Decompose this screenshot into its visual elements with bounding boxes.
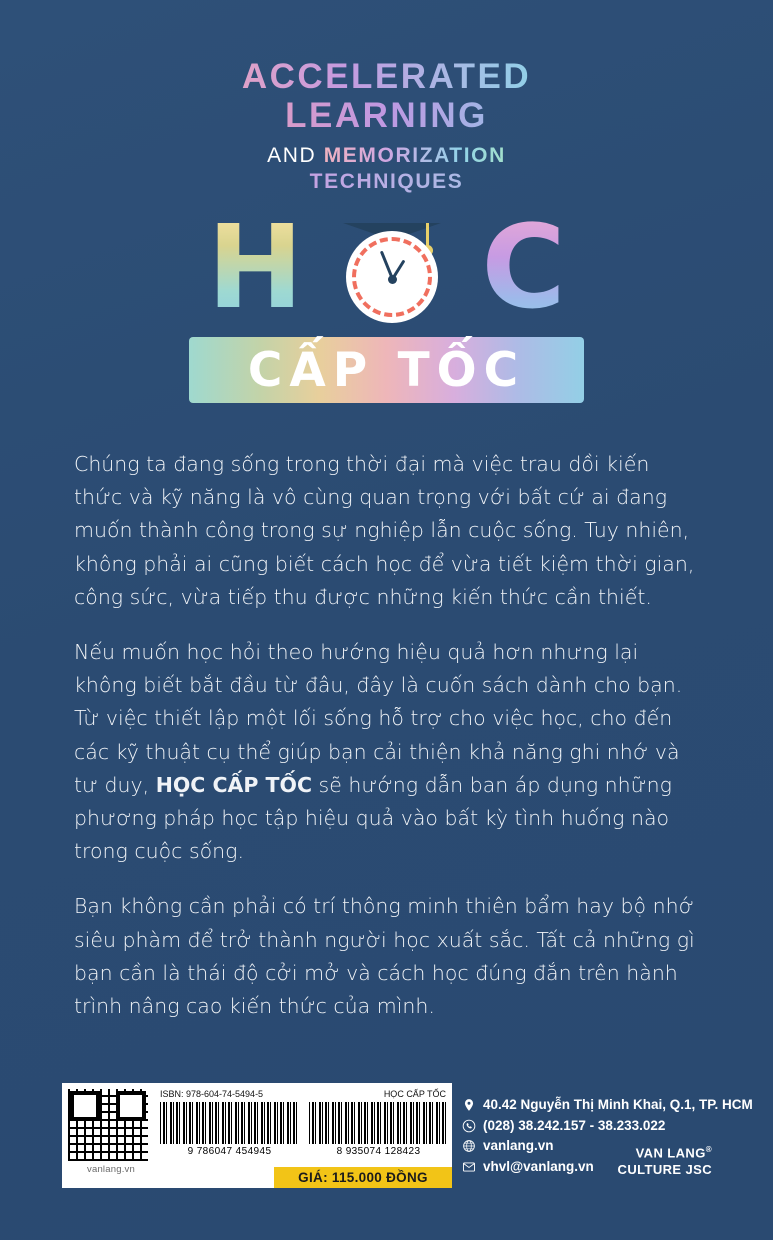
blurb-book-title: HỌC CẤP TỐC xyxy=(155,772,312,797)
barcode-header xyxy=(158,1089,452,1099)
publisher-logo xyxy=(618,1145,712,1178)
barcode-icon xyxy=(160,1102,299,1144)
wordmark-letter-h: H xyxy=(207,200,304,335)
book-title-short: HỌC CẤP TỐC xyxy=(383,1089,446,1099)
registered-mark: ® xyxy=(705,1145,712,1154)
isbn-label: ISBN: 978-604-74-5494-5 xyxy=(160,1089,264,1099)
wordmark-letter-c: C xyxy=(481,200,566,335)
barcode-left-number: 9 786047 454945 xyxy=(187,1146,272,1157)
globe-icon xyxy=(462,1139,476,1153)
english-title-line2: LEARNING xyxy=(0,96,773,135)
contact-phone-line xyxy=(462,1116,753,1137)
contact-address: 40.42 Nguyễn Thị Minh Khai, Q.1, TP. HCM xyxy=(483,1097,753,1112)
blurb-paragraph-3: Bạn không cần phải có trí thông minh thiên bẩm hay bộ nhớ siêu phàm để trở thành người học xuất sắc. Tất cả những gì bạn cần là thái độ cởi mở và cách học đúng đắn trên hành trình nâng cao kiến thức của mình. xyxy=(74,894,695,1019)
blurb-paragraph-2 xyxy=(74,636,702,868)
cover-title-block xyxy=(0,58,773,403)
publisher-name-text: VAN LANG xyxy=(635,1145,706,1161)
back-cover-blurb xyxy=(74,448,702,1045)
qr-caption: vanlang.vn xyxy=(87,1164,135,1175)
barcode-right-number: 8 935074 128423 xyxy=(336,1146,421,1157)
english-subtitle-memorization: MEMORIZATION xyxy=(323,143,506,167)
publisher-name-line2: CULTURE JSC xyxy=(617,1161,712,1177)
footer xyxy=(62,1083,753,1193)
subtitle-band xyxy=(189,337,584,403)
barcode-right xyxy=(309,1102,448,1157)
qr-code-icon[interactable] xyxy=(68,1089,148,1161)
qr-code-block xyxy=(62,1083,158,1188)
barcodes-row xyxy=(158,1099,452,1157)
publisher-name-line1 xyxy=(618,1145,712,1162)
contact-email: vhvl@vanlang.vn xyxy=(483,1158,594,1174)
barcode-icon xyxy=(309,1102,448,1144)
barcode-left xyxy=(160,1102,299,1157)
phone-icon xyxy=(462,1119,476,1133)
contact-phone: (028) 38.242.157 - 38.233.022 xyxy=(483,1117,666,1133)
english-subtitle-and: AND xyxy=(267,143,317,167)
subtitle-band-text: CẤP TỐC xyxy=(247,342,526,398)
clock-icon xyxy=(333,209,451,327)
cap-tassel xyxy=(426,223,429,247)
hoc-wordmark xyxy=(0,200,773,335)
price-tag: GIÁ: 115.000 ĐỒNG xyxy=(274,1167,452,1188)
envelope-icon xyxy=(462,1160,476,1174)
english-title-line1: ACCELERATED xyxy=(0,58,773,96)
blurb-paragraph-2-before: Nếu muốn học hỏi theo hướng hiệu quả hơn nhưng lại không biết bắt đầu từ đâu, đây là cuốn sách dành cho bạn. Từ việc thiết lập một lối sống hỗ trợ cho việc học, cho đến các kỹ thuật cụ thể giúp bạn cải thiện khả năng ghi nhớ và tư duy, xyxy=(74,640,683,797)
contact-address-line xyxy=(462,1095,753,1116)
english-subtitle-techniques: TECHNIQUES xyxy=(0,169,773,195)
blurb-paragraph-2-after: sẽ hướng dẫn ban áp dụng những phương pháp học tập hiệu quả vào bất kỳ tình huống nào trong cuộc sống. xyxy=(74,772,672,864)
blurb-paragraph-1: Chúng ta đang sống trong thời đại mà việc trau dồi kiến thức và kỹ năng là vô cùng quan trọng với bất cứ ai đang muốn thành công trong sự nghiệp lẫn cuộc sống. Tuy nhiên, không phải ai cũng biết cách học để vừa tiết kiệm thời gian, công sức, vừa tiếp thu được những kiến thức cần thiết. xyxy=(74,452,695,609)
location-pin-icon xyxy=(462,1098,476,1112)
contact-website: vanlang.vn xyxy=(483,1138,554,1154)
english-subtitle xyxy=(0,143,773,196)
